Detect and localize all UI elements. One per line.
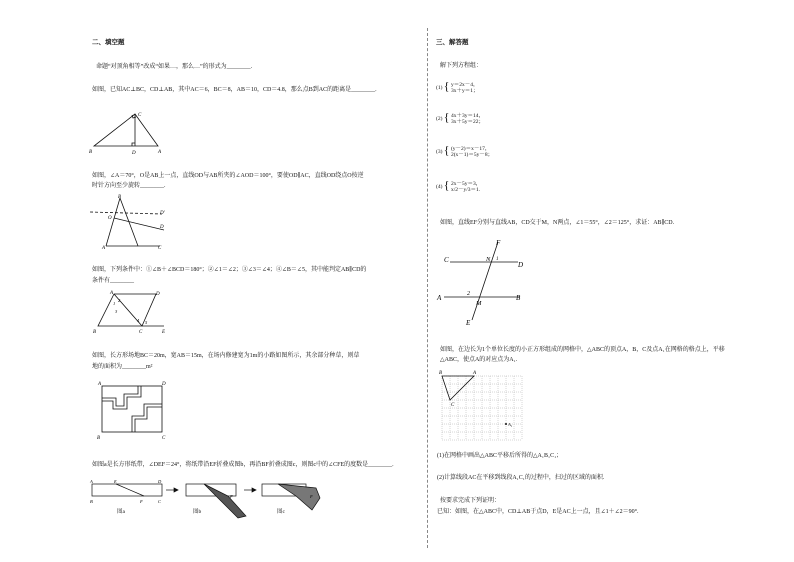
svg-text:5: 5 xyxy=(145,320,148,325)
system-2-number: (2) xyxy=(436,116,443,122)
svg-text:A₁: A₁ xyxy=(508,422,513,427)
system-2-eq2: 3x＋5y＝22； xyxy=(450,118,484,125)
svg-text:B: B xyxy=(118,195,122,200)
question-rotation-line2: 时针方向至少旋转________. xyxy=(92,183,166,189)
svg-text:B: B xyxy=(516,294,521,302)
question-proof-intro: 按要求完成下列证明： xyxy=(440,498,501,504)
svg-text:A: A xyxy=(102,246,106,251)
svg-text:F: F xyxy=(310,494,313,499)
system-4-eq1: 2x－5y＝3， xyxy=(450,180,482,187)
svg-text:A: A xyxy=(473,371,477,376)
figure-right-triangle xyxy=(88,110,168,154)
svg-text:M: M xyxy=(476,300,482,307)
system-3: (3) { (y－2)＝x－17， 2(x－1)＝5y－8； xyxy=(436,143,494,158)
question-grass-area-line1: 如图，长方形场地BC＝20m，宽AB＝15m，在场内修建宽为1m的小路如图所示，其余部分种草，则草 xyxy=(92,353,360,359)
svg-text:E: E xyxy=(162,330,166,335)
svg-text:B: B xyxy=(93,330,97,335)
question-translation-part2: (2)计算线段AC在平移到线段A₁C₁的过程中，扫过的区域的面积. xyxy=(437,475,605,481)
svg-text:D: D xyxy=(156,292,160,297)
svg-text:E: E xyxy=(466,319,471,327)
question-proposition: 命题“对顶角相等”改成“如果…，那么…”的形式为________. xyxy=(96,64,253,70)
figure-transversal xyxy=(434,236,534,328)
column-divider xyxy=(427,28,428,548)
svg-text:D: D xyxy=(160,225,164,230)
svg-text:C: C xyxy=(444,256,449,264)
svg-text:F: F xyxy=(140,499,143,504)
svg-text:B: B xyxy=(89,150,93,154)
svg-text:F: F xyxy=(496,239,501,247)
figure-rectangle-path xyxy=(94,376,170,440)
svg-text:4: 4 xyxy=(137,318,140,323)
svg-text:D: D xyxy=(518,261,524,269)
question-translation-part1: (1)在网格中画出△ABC平移后所得的△A₁B₁C₁； xyxy=(437,453,563,459)
figure-rotation xyxy=(88,192,173,254)
figure-trapezoid xyxy=(92,288,172,336)
svg-text:F: F xyxy=(230,494,233,499)
svg-text:N: N xyxy=(486,256,491,263)
system-1-number: (1) xyxy=(436,85,443,91)
question-distance: 如图，已知AC⊥BC，CD⊥AB，其中AC＝6，BC＝8，AB＝10，CD＝4.8，那么点B到AC的距离是________. xyxy=(92,87,377,93)
question-systems-intro: 解下列方程组： xyxy=(440,63,483,69)
svg-text:O: O xyxy=(108,216,112,221)
svg-text:B: B xyxy=(90,499,93,504)
svg-text:E: E xyxy=(114,479,117,484)
svg-text:B: B xyxy=(439,371,443,376)
svg-text:C: C xyxy=(158,246,162,251)
question-parallel-proof: 如图，直线EF分别与直线AB，CD交于M，N两点，∠1＝55°，∠2＝125°，求证：AB∥CD. xyxy=(440,220,675,226)
system-1-eq1: y＝2x－4， xyxy=(450,81,479,88)
svg-text:1: 1 xyxy=(113,301,116,306)
svg-text:C: C xyxy=(138,113,142,118)
figure-folded-strip xyxy=(88,476,338,524)
system-4-eq2: x/2－y/3＝1. xyxy=(450,186,481,193)
figure-grid xyxy=(436,368,526,446)
svg-text:1: 1 xyxy=(496,257,499,262)
svg-text:A: A xyxy=(98,382,102,387)
question-grass-area-line2: 地的面积为________m² xyxy=(92,364,153,370)
svg-text:D: D xyxy=(158,479,162,484)
system-4-number: (4) xyxy=(436,184,443,190)
svg-text:D: D xyxy=(132,151,136,154)
svg-text:A: A xyxy=(110,291,114,296)
question-rotation-line1: 如图，∠A＝70°，O是AB上一点，直线OD与AB所夹的∠AOD＝100°，要使OD∥AC，直线OD绕点O按逆 xyxy=(92,173,364,179)
system-1-eq2: 3x＋y＝1； xyxy=(450,87,479,94)
svg-text:2: 2 xyxy=(467,291,470,297)
question-folding: 如图a是长方形纸带，∠DEF＝24°，将纸带沿EF折叠成图b，再沿BF折叠成图c，则图c中的∠CFE的度数是________. xyxy=(92,462,394,468)
svg-text:2: 2 xyxy=(118,298,121,303)
system-3-number: (3) xyxy=(436,149,443,155)
system-1: (1) { y＝2x－4， 3x＋y＝1； xyxy=(436,79,479,94)
caption-figure-a: 图a xyxy=(117,509,125,515)
svg-text:A: A xyxy=(90,479,93,484)
svg-text:C: C xyxy=(139,330,143,335)
svg-text:C: C xyxy=(451,403,455,408)
question-parallel-line2: 条件有________ xyxy=(92,278,135,284)
svg-text:C: C xyxy=(158,499,162,504)
question-translation-line1: 如图，在边长为1个单位长度的小正方形组成的网格中，△ABC的顶点A，B，C及点A₁在网格的格点上，平移 xyxy=(440,347,725,353)
caption-figure-b: 图b xyxy=(193,509,202,515)
question-parallel-line1: 如图，下列条件中：①∠B＋∠BCD＝180°；②∠1＝∠2；③∠3＝∠4；④∠B＝∠5，其中能判定AB∥CD的 xyxy=(92,267,367,273)
question-proof-given: 已知：如图，在△ABC中，CD⊥AB于点D，E是AC上一点，且∠1＋∠2＝90°. xyxy=(437,509,639,515)
system-3-eq2: 2(x－1)＝5y－8； xyxy=(450,151,494,158)
section-title-solve: 三、解答题 xyxy=(436,39,469,46)
system-4: (4) { 2x－5y＝3， x/2－y/3＝1. xyxy=(436,178,482,193)
system-2: (2) { 4x＋3y＝14， 3x＋5y＝22； xyxy=(436,110,484,125)
system-2-eq1: 4x＋3y＝14， xyxy=(450,112,484,119)
system-3-eq1: (y－2)＝x－17， xyxy=(450,145,491,152)
question-translation-line2: △ABC，使点A的对应点为A₁. xyxy=(440,357,518,363)
svg-text:C: C xyxy=(162,436,166,440)
svg-text:B: B xyxy=(97,436,101,440)
svg-text:D: D xyxy=(162,382,166,387)
svg-text:A: A xyxy=(158,150,162,154)
svg-text:A: A xyxy=(437,294,442,302)
section-title-fill-blank: 二、填空题 xyxy=(92,39,125,46)
svg-text:D': D' xyxy=(160,211,165,216)
caption-figure-c: 图c xyxy=(277,509,285,515)
svg-text:3: 3 xyxy=(115,309,118,314)
